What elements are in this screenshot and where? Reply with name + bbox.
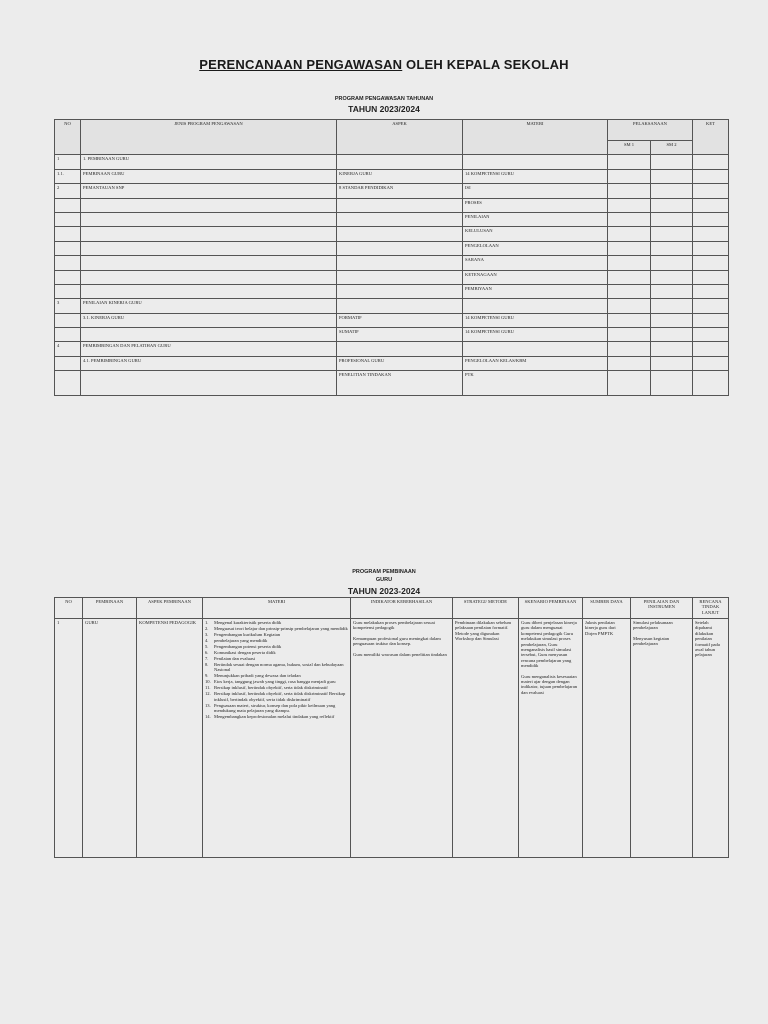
cell-no: 1.1. — [55, 169, 81, 183]
t2-pembinaan: GURU — [83, 619, 137, 858]
cell-jenis: PEMBINAAN GURU — [81, 169, 337, 183]
cell-no — [55, 241, 81, 255]
cell-aspek — [337, 227, 463, 241]
supervision-program-table — [54, 119, 729, 396]
materi-item-text: Bersikap inklusif, bertindak obyektif, serta tidak diskriminatif Bersikap inklusif, bertindak obyektif, serta tidak diskriminatif — [214, 691, 346, 702]
cell-jenis — [81, 371, 337, 396]
indikator-paragraph: Guru melakukan proses pembelajaran sesuai kompetensi pedagogik — [353, 620, 435, 631]
materi-item-text: Bersikap inklusif, bertindak obyektif, serta tidak diskriminatif — [214, 685, 328, 691]
materi-item-text: Penilaian dan evaluasi — [214, 656, 256, 661]
table-row — [55, 241, 729, 255]
cell-materi: PTK — [463, 371, 608, 396]
cell-jenis — [81, 227, 337, 241]
table-row — [55, 184, 729, 198]
table-row — [55, 371, 729, 396]
cell-ket — [693, 356, 729, 370]
t2-header-pembinaan: PEMBINAAN — [83, 598, 137, 619]
cell-no — [55, 371, 81, 396]
t2-aspek: KOMPETENSI PEDAGOGIK — [137, 619, 203, 858]
cell-no — [55, 356, 81, 370]
materi-item — [205, 632, 348, 637]
cell-sm1 — [608, 299, 651, 313]
header-jenis: JENIS PROGRAM PENGAWASAN — [81, 120, 337, 155]
cell-sm2 — [651, 284, 693, 298]
cell-ket — [693, 241, 729, 255]
cell-sm2 — [651, 184, 693, 198]
materi-item-number: 6. — [205, 650, 209, 655]
cell-ket — [693, 313, 729, 327]
materi-item — [205, 673, 348, 679]
table-row — [55, 212, 729, 226]
section1-subtitle: PROGRAM PENGAWASAN TAHUNAN — [334, 96, 434, 102]
t2-header-rencana: RENCANA TINDAK LANJUT — [693, 598, 729, 619]
materi-item — [205, 691, 348, 702]
cell-sm2 — [651, 342, 693, 356]
materi-item — [205, 702, 348, 714]
section2-year: TAHUN 2023-2024 — [347, 586, 421, 596]
cell-sm2 — [651, 212, 693, 226]
t2-rencana: Setelah dipahami dilakukan penilaian formatif pada awal tahun pelajaran — [693, 619, 729, 858]
cell-sm1 — [608, 184, 651, 198]
cell-sm1 — [608, 256, 651, 270]
cell-aspek — [337, 241, 463, 255]
cell-sm1 — [608, 212, 651, 226]
cell-materi — [463, 155, 608, 169]
cell-materi: PENGELOLAAN KELAS/KBM — [463, 356, 608, 370]
cell-ket — [693, 198, 729, 212]
cell-jenis — [81, 328, 337, 342]
cell-no — [55, 256, 81, 270]
materi-item-number: 11. — [205, 685, 211, 691]
section1-year: TAHUN 2023/2024 — [348, 104, 420, 114]
cell-aspek — [337, 256, 463, 270]
section2-subtitle — [0, 568, 768, 584]
t2-penilaian — [631, 619, 693, 858]
cell-ket — [693, 227, 729, 241]
cell-sm2 — [651, 356, 693, 370]
cell-sm1 — [608, 328, 651, 342]
cell-aspek: 8 STANDAR PENDIDIKAN — [337, 184, 463, 198]
table2-header-row — [55, 598, 729, 619]
cell-jenis: 4.1. PEMBIMBINGAN GURU — [81, 356, 337, 370]
cell-aspek — [337, 155, 463, 169]
cell-ket — [693, 299, 729, 313]
materi-item-number: 9. — [205, 673, 209, 679]
materi-item-number: 10. — [205, 679, 211, 685]
cell-jenis: 3.1. KINERJA GURU — [81, 313, 337, 327]
table-body — [55, 155, 729, 396]
materi-item-number: 3. — [205, 632, 209, 637]
cell-materi: 14 KOMPETENSI GURU — [463, 169, 608, 183]
cell-ket — [693, 212, 729, 226]
cell-sm1 — [608, 198, 651, 212]
cell-aspek: FORMATIF — [337, 313, 463, 327]
table-row — [55, 227, 729, 241]
table-row — [55, 256, 729, 270]
cell-jenis — [81, 212, 337, 226]
cell-jenis: 1. PEMBINAAN GURU — [81, 155, 337, 169]
header-ket: KET — [693, 120, 729, 155]
materi-item-text: Penguasaan materi, struktur, konsep dan pola pikir keilmuan yang mendukung mata pelajaran yang diampu. — [214, 702, 336, 714]
cell-no — [55, 227, 81, 241]
materi-item-text: Menunjukkan pribadi yang dewasa dan teladan — [214, 673, 301, 679]
cell-materi: PEMBIYAAN — [463, 284, 608, 298]
materi-item — [205, 662, 348, 673]
materi-item — [205, 626, 348, 631]
cell-jenis: PEMBIMBINGAN DAN PELATIHAN GURU — [81, 342, 337, 356]
cell-ket — [693, 270, 729, 284]
cell-aspek: PROFESIONAL GURU — [337, 356, 463, 370]
materi-item — [205, 650, 348, 655]
header-sm2: SM 2 — [651, 141, 693, 155]
skenario-paragraph: Guru menganalisis kesesuaian materi ajar dengan dengan indikator, tujuan pembelajaran dan evaluasi — [521, 673, 578, 695]
header-pelaksanaan: PELAKSANAAN — [608, 120, 693, 141]
cell-aspek — [337, 198, 463, 212]
materi-item-text: Pengembangan potensi peserta didik — [214, 644, 282, 649]
materi-item — [205, 638, 348, 643]
materi-item-text: Pengembangan kurikulum Kegiatan — [214, 632, 281, 637]
cell-jenis: PENILAIAN KINERJA GURU — [81, 299, 337, 313]
t2-strategi: Pembinaan dilakukan sebelum pelaksaan penilaian formatif. Metode yang digunakan Workshop dan Simulasi — [453, 619, 519, 858]
table-row — [55, 313, 729, 327]
materi-item-number: 8. — [205, 662, 209, 667]
cell-ket — [693, 328, 729, 342]
materi-item-number: 2. — [205, 626, 209, 631]
page-title-underlined: PERENCANAAN PENGAWASAN — [199, 57, 403, 72]
t2-skenario — [519, 619, 583, 858]
materi-item-text: Mengembangkan keprofesionalan melalui tindakan yang reflektif — [214, 714, 335, 720]
cell-jenis — [81, 241, 337, 255]
section2-subtitle-line1: PROGRAM PEMBINAAN — [352, 569, 416, 575]
cell-ket — [693, 256, 729, 270]
table-row — [55, 284, 729, 298]
cell-no — [55, 212, 81, 226]
cell-jenis — [81, 270, 337, 284]
cell-sm1 — [608, 342, 651, 356]
table-row — [55, 198, 729, 212]
t2-indikator — [351, 619, 453, 858]
t2-header-sumber: SUMBER DAYA — [583, 598, 631, 619]
materi-item-number: 5. — [205, 644, 209, 649]
materi-item-text: Mengenal karakteristik peserta didik — [214, 620, 282, 625]
cell-ket — [693, 342, 729, 356]
cell-materi: 14 KOMPETENSI GURU — [463, 313, 608, 327]
cell-aspek — [337, 270, 463, 284]
cell-sm1 — [608, 155, 651, 169]
table-header-row — [55, 120, 729, 141]
cell-sm2 — [651, 227, 693, 241]
materi-item-text: pembelajaran yang mendidik — [214, 638, 268, 643]
penilaian-paragraph: Simulasi pelaksanaan pembelajaran — [633, 620, 673, 631]
section2-subtitle-line2: GURU — [375, 577, 393, 583]
cell-sm2 — [651, 155, 693, 169]
cell-materi: PROSES — [463, 198, 608, 212]
cell-materi — [463, 342, 608, 356]
cell-sm1 — [608, 356, 651, 370]
materi-item-text: Bertindak sesuai dengan norma agama, hukum, sosial dan kebudayaan Nasional — [214, 662, 344, 673]
cell-aspek: SUMATIF — [337, 328, 463, 342]
table-row — [55, 169, 729, 183]
cell-ket — [693, 184, 729, 198]
materi-list — [205, 620, 348, 720]
cell-materi: PENILAIAN — [463, 212, 608, 226]
cell-materi: KELULUSAN — [463, 227, 608, 241]
cell-ket — [693, 284, 729, 298]
cell-jenis — [81, 284, 337, 298]
cell-sm2 — [651, 371, 693, 396]
t2-header-skenario: SKENARIO PEMBINAAN — [519, 598, 583, 619]
cell-sm2 — [651, 313, 693, 327]
cell-no — [55, 198, 81, 212]
cell-ket — [693, 155, 729, 169]
page-title-rest: OLEH KEPALA SEKOLAH — [402, 57, 569, 72]
cell-sm2 — [651, 270, 693, 284]
t2-header-aspek: ASPEK PEMBINAAN — [137, 598, 203, 619]
t2-header-indikator: INDIKATOR KEBERHASILAN — [351, 598, 453, 619]
cell-aspek — [337, 212, 463, 226]
materi-item-number: 14. — [205, 714, 211, 720]
cell-sm1 — [608, 227, 651, 241]
materi-item-text: Menguasai teori belajar dan prinsip-prinsip pembelajaran yang mendidik — [214, 626, 348, 631]
table-row — [55, 356, 729, 370]
cell-sm1 — [608, 270, 651, 284]
materi-item — [205, 620, 348, 625]
table-row — [55, 299, 729, 313]
materi-item-number: 12. — [205, 691, 211, 697]
cell-sm1 — [608, 371, 651, 396]
t2-sumber: Juknis penilaian kinerja guru dari Dirjen PMPTK — [583, 619, 631, 858]
cell-materi: 14 KOMPETENSI GURU — [463, 328, 608, 342]
cell-no — [55, 328, 81, 342]
indikator-paragraph: Kemampuan profesional guru meningkat dalam penguasaan truktur dan konsep. — [353, 635, 441, 647]
t2-header-penilaian: PENILAIAN DAN INSTRUMEN — [631, 598, 693, 619]
materi-item — [205, 656, 348, 661]
table-row — [55, 328, 729, 342]
materi-item — [205, 685, 348, 691]
cell-sm2 — [651, 169, 693, 183]
cell-aspek — [337, 299, 463, 313]
t2-header-materi: MATERI — [203, 598, 351, 619]
cell-aspek: KINERJA GURU — [337, 169, 463, 183]
cell-no: 3 — [55, 299, 81, 313]
materi-item — [205, 679, 348, 685]
cell-sm1 — [608, 313, 651, 327]
materi-item — [205, 644, 348, 649]
cell-jenis — [81, 198, 337, 212]
table-row — [55, 270, 729, 284]
cell-no — [55, 270, 81, 284]
cell-no: 2 — [55, 184, 81, 198]
cell-aspek — [337, 342, 463, 356]
cell-sm2 — [651, 299, 693, 313]
teacher-development-table — [54, 597, 729, 858]
header-aspek: ASPEK — [337, 120, 463, 155]
cell-no: 4 — [55, 342, 81, 356]
table2-row — [55, 619, 729, 858]
t2-header-strategi: STRATEGI/ METODE — [453, 598, 519, 619]
header-no: NO — [55, 120, 81, 155]
cell-jenis — [81, 256, 337, 270]
materi-item-number: 13. — [205, 702, 211, 708]
materi-item — [205, 714, 348, 720]
materi-item-number: 1. — [205, 620, 209, 625]
cell-sm1 — [608, 284, 651, 298]
cell-ket — [693, 371, 729, 396]
cell-no — [55, 313, 81, 327]
cell-sm2 — [651, 198, 693, 212]
cell-materi: SARANA — [463, 256, 608, 270]
header-sm1: SM 1 — [608, 141, 651, 155]
cell-materi — [463, 299, 608, 313]
cell-materi: KETENAGAAN — [463, 270, 608, 284]
table-row — [55, 155, 729, 169]
cell-materi: PENGELOLAAN — [463, 241, 608, 255]
cell-aspek — [337, 284, 463, 298]
materi-item-number: 7. — [205, 656, 209, 661]
materi-item-number: 4. — [205, 638, 209, 643]
cell-sm2 — [651, 256, 693, 270]
cell-sm1 — [608, 169, 651, 183]
table-row — [55, 342, 729, 356]
cell-sm1 — [608, 241, 651, 255]
materi-item-text: Etos kerja, tanggung jawab yang tinggi, rasa bangga menjadi guru — [214, 679, 336, 685]
cell-aspek: PENELITIAN TINDAKAN — [337, 371, 463, 396]
header-materi: MATERI — [463, 120, 608, 155]
cell-sm2 — [651, 241, 693, 255]
cell-no — [55, 284, 81, 298]
cell-ket — [693, 169, 729, 183]
page-title — [0, 57, 768, 72]
materi-item-text: Komunikasi dengan peserta didik — [214, 650, 276, 655]
cell-jenis: PEMANTAUAN SNP — [81, 184, 337, 198]
t2-header-no: NO — [55, 598, 83, 619]
cell-materi: ISI — [463, 184, 608, 198]
cell-no: 1 — [55, 155, 81, 169]
indikator-paragraph: Guru memiliki wawasan dalam penelitian tindakan — [353, 651, 447, 657]
t2-no: 1 — [55, 619, 83, 858]
t2-materi — [203, 619, 351, 858]
skenario-paragraph: Guru diberi penjelasan kinerja guru dalam menguasai kompetensi pedagogik Guru melakukan simulasi proses pembelajaran, Guru menganalisis hasil simulasi tersebut, Guru menyusun rencana pembelajaran yang mendidik — [521, 620, 577, 669]
cell-sm2 — [651, 328, 693, 342]
penilaian-paragraph: Menyusun kegiatan pembelajaran — [633, 635, 670, 647]
